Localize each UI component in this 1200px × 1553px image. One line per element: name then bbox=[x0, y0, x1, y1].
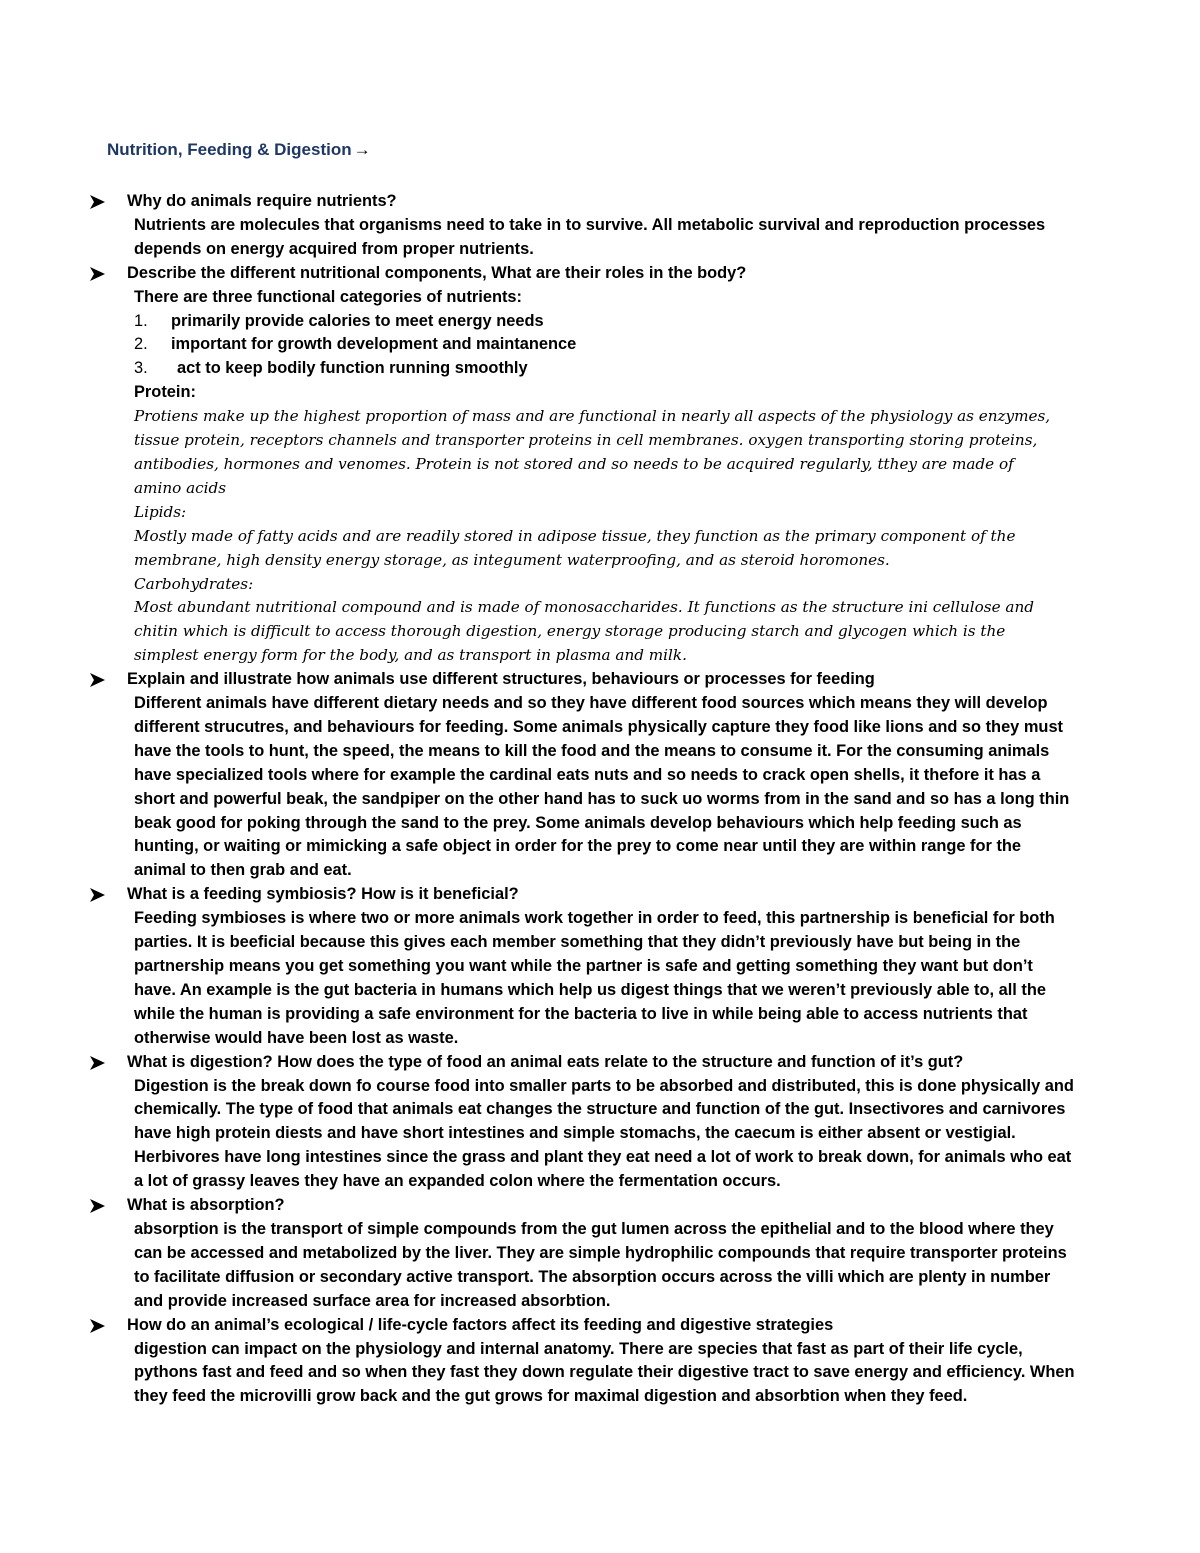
text-line: antibodies, hormones and venomes. Protein is not stored and so needs to be acquired regularly, tthey are made of bbox=[134, 454, 1014, 473]
answer-line: Nutrients are molecules that organisms need to take in to survive. All metabolic survival and reproduction processes bbox=[134, 215, 1046, 234]
answer-line: to facilitate diffusion or secondary active transport. The absorption occurs across the villi which are plenty in number bbox=[134, 1267, 1051, 1286]
text-line: amino acids bbox=[134, 478, 227, 497]
arrowhead-bullet-icon bbox=[90, 1199, 105, 1213]
answer-4 bbox=[90, 907, 1100, 1050]
answer-line: pythons fast and feed and so when they fast they down regulate their digestive tract to save energy and efficiency. When bbox=[134, 1363, 1075, 1382]
text-line: Most abundant nutritional compound and is made of monosaccharides. It functions as the structure ini cellulose and bbox=[134, 598, 1034, 617]
question-text: How do an animal’s ecological / life-cycle factors affect its feeding and digestive strategies bbox=[127, 1315, 834, 1334]
text-line: membrane, high density energy storage, as integument waterproofing, and as steroid horomones. bbox=[134, 550, 890, 569]
protein-label: Protein: bbox=[134, 383, 196, 402]
answer-line: Feeding symbioses is where two or more animals work together in order to feed, this partnership is beneficial for both bbox=[134, 909, 1055, 928]
answer-line: chemically. The type of food that animals eat changes the structure and function of the gut. Insectivores and carnivores bbox=[134, 1100, 1066, 1119]
arrowhead-bullet-icon bbox=[90, 1056, 105, 1070]
text-line: simplest energy form for the body, and as transport in plasma and milk. bbox=[134, 646, 687, 665]
answer-line: have high protein diests and have short intestines and simple stomachs, the caecum is either absent or vestigial. bbox=[134, 1124, 1016, 1143]
answer-line: different strucutres, and behaviours for feeding. Some animals physically capture they food like lions and so they must bbox=[134, 717, 1064, 736]
item-number: 2. bbox=[134, 335, 148, 354]
answer-3 bbox=[90, 692, 1100, 883]
question-text: What is a feeding symbiosis? How is it beneficial? bbox=[127, 885, 519, 904]
arrowhead-bullet-icon bbox=[90, 1319, 105, 1333]
question-text: Explain and illustrate how animals use different structures, behaviours or processes for feeding bbox=[127, 670, 875, 689]
answer-line: while the human is providing a safe environment for the bacteria to live in while being able to access nutrients that bbox=[134, 1004, 1028, 1023]
question-3 bbox=[90, 668, 1100, 692]
numbered-item-3 bbox=[90, 357, 1100, 381]
answer-line: Digestion is the break down fo course food into smaller parts to be absorbed and distributed, this is done physically and bbox=[134, 1076, 1074, 1095]
answer-line: and provide increased surface area for increased absorbtion. bbox=[134, 1291, 611, 1310]
item-number: 3. bbox=[134, 359, 148, 378]
item-text: primarily provide calories to meet energy needs bbox=[171, 311, 544, 330]
text-line: Protiens make up the highest proportion of mass and are functional in nearly all aspects of the physiology as enzymes, bbox=[134, 407, 1051, 426]
answer-line: animal to then grab and eat. bbox=[134, 861, 352, 880]
answer-line: depends on energy acquired from proper nutrients. bbox=[134, 239, 534, 258]
answer-5 bbox=[90, 1075, 1100, 1195]
answer-line: Herbivores have long intestines since the grass and plant they eat need a lot of work to break down, for animals who eat bbox=[134, 1148, 1072, 1167]
answer-line: have. An example is the gut bacteria in humans which help us digest things that we weren’t previously able to, all the bbox=[134, 980, 1047, 999]
question-7 bbox=[90, 1314, 1100, 1338]
carbohydrates-text bbox=[90, 596, 1100, 668]
question-1 bbox=[90, 190, 1100, 214]
question-text: Describe the different nutritional components, What are their roles in the body? bbox=[127, 263, 747, 282]
question-2 bbox=[90, 262, 1100, 286]
answer-1 bbox=[90, 214, 1100, 262]
document-body bbox=[90, 190, 1100, 1409]
question-5 bbox=[90, 1051, 1100, 1075]
text-line: chitin which is difficult to access thorough digestion, energy storage producing starch and glycogen which is the bbox=[134, 622, 1006, 641]
item-text: act to keep bodily function running smoothly bbox=[177, 359, 528, 378]
question-text: Why do animals require nutrients? bbox=[127, 192, 397, 210]
answer-line: hunting, or waiting or mimicking a safe object in order for the prey to come near until they are within range for the bbox=[134, 837, 1022, 856]
lipids-text bbox=[90, 525, 1100, 573]
question-6 bbox=[90, 1194, 1100, 1218]
text-line: Mostly made of fatty acids and are readily stored in adipose tissue, they function as the primary component of the bbox=[134, 526, 1016, 545]
answer-line: digestion can impact on the physiology and internal anatomy. There are species that fast as part of their life cycle, bbox=[134, 1339, 1023, 1358]
numbered-item-2 bbox=[90, 333, 1100, 357]
question-text: What is absorption? bbox=[127, 1196, 285, 1215]
item-text: important for growth development and maintanence bbox=[171, 335, 577, 354]
text-line: tissue protein, receptors channels and transporter proteins in cell membranes. oxygen transporting storing proteins, bbox=[134, 431, 1038, 450]
answer-line: a lot of grassy leaves they have an expanded colon where the fermentation occurs. bbox=[134, 1172, 781, 1191]
arrowhead-bullet-icon bbox=[90, 195, 105, 209]
nutrient-intro: There are three functional categories of nutrients: bbox=[134, 287, 522, 306]
arrowhead-bullet-icon bbox=[90, 888, 105, 902]
title-text: Nutrition, Feeding & Digestion bbox=[107, 140, 352, 159]
numbered-item-1 bbox=[90, 310, 1100, 334]
arrowhead-bullet-icon bbox=[90, 673, 105, 687]
lipids-label: Lipids: bbox=[134, 502, 187, 521]
answer-6 bbox=[90, 1218, 1100, 1314]
answer-7 bbox=[90, 1338, 1100, 1410]
question-text: What is digestion? How does the type of food an animal eats relate to the structure and function of it’s gut? bbox=[127, 1052, 964, 1071]
answer-line: have specialized tools where for example the cardinal eats nuts and so needs to crack open shells, it thefore it has a bbox=[134, 765, 1041, 784]
protein-text bbox=[90, 405, 1100, 501]
arrowhead-bullet-icon bbox=[90, 267, 105, 281]
answer-line: absorption is the transport of simple compounds from the gut lumen across the epithelial and to the blood where they bbox=[134, 1219, 1054, 1238]
answer-line: beak good for poking through the sand to the prey. Some animals develop behaviours which help feeding such as bbox=[134, 813, 1022, 832]
answer-line: have the tools to hunt, the speed, the means to kill the food and the means to consume it. For the consuming animals bbox=[134, 741, 1050, 760]
answer-line: parties. It is beeficial because this gives each member something that they didn’t previously have but being in the bbox=[134, 933, 1021, 952]
page-title bbox=[107, 140, 371, 160]
answer-line: otherwise would have been lost as waste. bbox=[134, 1028, 459, 1047]
carbohydrates-label: Carbohydrates: bbox=[134, 574, 254, 593]
answer-line: partnership means you get something you want while the partner is safe and getting something they want but don’t bbox=[134, 957, 1033, 975]
item-number: 1. bbox=[134, 311, 148, 330]
question-4 bbox=[90, 883, 1100, 907]
answer-line: can be accessed and metabolized by the liver. They are simple hydrophilic compounds that require transporter proteins bbox=[134, 1243, 1067, 1262]
answer-line: Different animals have different dietary needs and so they have different food sources which means they will develop bbox=[134, 694, 1048, 713]
arrow-icon: → bbox=[353, 140, 371, 159]
answer-line: they feed the microvilli grow back and the gut grows for maximal digestion and absorbtion when they feed. bbox=[134, 1387, 968, 1406]
answer-line: short and powerful beak, the sandpiper on the other hand has to suck uo worms from in the sand and so has a long thin bbox=[134, 789, 1070, 808]
